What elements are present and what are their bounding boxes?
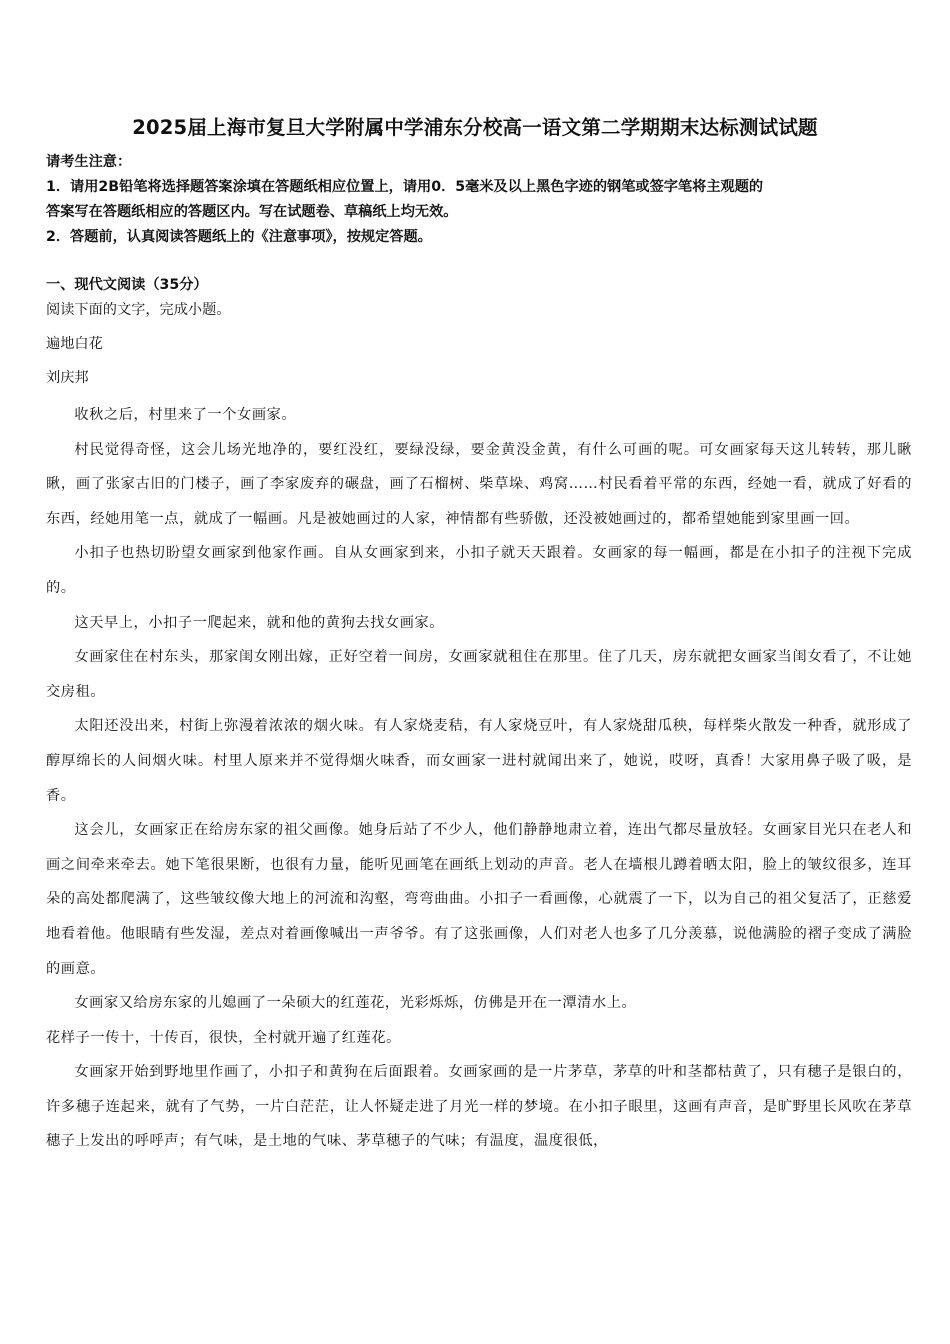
article-paragraph: 太阳还没出来，村街上弥漫着浓浓的烟火味。有人家烧麦秸，有人家烧豆叶，有人家烧甜瓜秧，每样柴火散发一种香，就形成了醇厚绵长的人间烟火味。村里人原来并不觉得烟火味香，而女画家一进村就闻出来了，她说，哎呀，真香！大家用鼻子吸了吸，是香。	[46, 718, 912, 804]
notice-item: 2．答题前，认真阅读答题纸上的《注意事项》，按规定答题。	[46, 229, 432, 245]
article-paragraph: 女画家住在村东头，那家闺女刚出嫁，正好空着一间房，女画家就租住在那里。住了几天，房东就把女画家当闺女看了，不让她交房租。	[46, 649, 912, 700]
article-paragraph: 女画家开始到野地里作画了，小扣子和黄狗在后面跟着。女画家画的是一片茅草，茅草的叶和茎都枯黄了，只有穗子是银白的，许多穗子连起来，就有了气势，一片白茫茫，让人怀疑走进了月光一样的梦境。在小扣子眼里，这画有声音，是旷野里长风吹在茅草穗子上发出的呼呼声；有气味，是土地的气味、茅草穗子的气味；有温度，温度很低，	[46, 1064, 912, 1150]
article-body	[46, 398, 912, 1159]
article-paragraph: 这天早上，小扣子一爬起来，就和他的黄狗去找女画家。	[74, 614, 445, 631]
candidate-notice	[46, 150, 916, 250]
article-paragraph: 这会儿，女画家正在给房东家的祖父画像。她身后站了不少人，他们静静地肃立着，连出气都尽量放轻。女画家目光只在老人和画之间牵来牵去。她下笔很果断，也很有力量，能听见画笔在画纸上划动的声音。老人在墙根儿蹲着晒太阳，脸上的皱纹很多，连耳朵的高处都爬满了，这些皱纹像大地上的河流和沟壑，弯弯曲曲。小扣子一看画像，心就震了一下，以为自己的祖父复活了，正慈爱地看着他。他眼睛有些发湿，差点对着画像喊出一声爷爷。有了这张画像，人们对老人也多了几分羡慕，说他满脸的褶子变成了满脸的画意。	[46, 822, 912, 977]
article-paragraph: 女画家又给房东家的儿媳画了一朵硕大的红莲花，光彩烁烁，仿佛是开在一潭清水上。	[74, 995, 637, 1012]
notice-heading: 请考生注意：	[46, 154, 132, 170]
reading-instruction: 阅读下面的文字，完成小题。	[46, 302, 231, 318]
notice-item: 1．请用2B铅笔将选择题答案涂填在答题纸相应位置上，请用0．5毫米及以上黑色字迹的钢笔或签字笔将主观题的	[46, 179, 764, 195]
article-paragraph: 小扣子也热切盼望女画家到他家作画。自从女画家到来，小扣子就天天跟着。女画家的每一幅画，都是在小扣子的注视下完成的。	[46, 545, 912, 596]
notice-item: 答案写在答题纸相应的答题区内。写在试题卷、草稿纸上均无效。	[46, 204, 458, 220]
article-paragraph: 村民觉得奇怪，这会儿场光地净的，要红没红，要绿没绿，要金黄没金黄，有什么可画的呢。可女画家每天这儿转转，那儿瞅瞅，画了张家古旧的门楼子，画了李家废弃的碾盘，画了石榴树、柴草垛、鸡窝……村民看着平常的东西，经她一看，就成了好看的东西，经她用笔一点，就成了一幅画。凡是被她画过的人家，神情都有些骄傲，还没被她画过的，都希望她能到家里画一回。	[46, 441, 912, 527]
article-paragraph: 收秋之后，村里来了一个女画家。	[74, 407, 297, 423]
article-title: 遍地白花	[46, 336, 103, 352]
section-heading: 一、现代文阅读（35分）	[46, 277, 208, 293]
article-author: 刘庆邦	[46, 370, 89, 386]
exam-title: 2025届上海市复旦大学附属中学浦东分校高一语文第二学期期末达标测试试题	[132, 116, 818, 139]
article-paragraph: 花样子一传十，十传百，很快，全村就开遍了红莲花。	[46, 1029, 401, 1046]
